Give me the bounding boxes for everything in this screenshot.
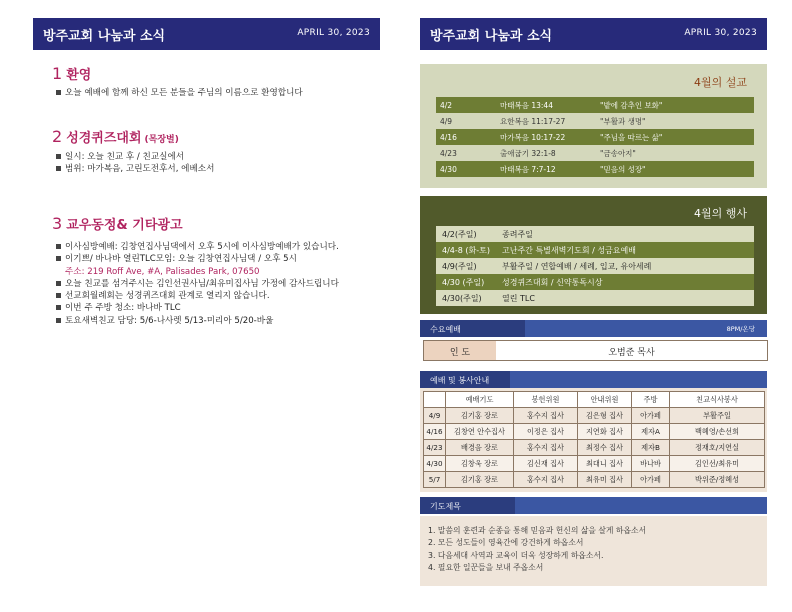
news-number: 3 <box>52 214 63 233</box>
news-item: 오늘 친교를 섬겨주시는 김인선권사님/최유미집사님 가정에 감사드립니다 <box>55 278 375 290</box>
sermon-date: 4/30 <box>436 161 496 177</box>
sermon-date: 4/16 <box>436 129 496 145</box>
service-row <box>424 456 765 472</box>
prayer-item: 4. 필요한 일꾼들을 보내 주옵소서 <box>428 562 544 572</box>
service-cell: 박위준/정혜성 <box>670 472 765 488</box>
quiz-item-range: 범위: 마가복음, 고린도전후서, 에베소서 <box>55 163 375 175</box>
sermon-passage: 요한복음 11:17-27 <box>496 113 596 129</box>
welcome-list <box>55 87 375 99</box>
service-header: 주방 <box>632 392 670 408</box>
service-cell: 백혜영/손선희 <box>670 424 765 440</box>
service-row <box>424 424 765 440</box>
news-item: 토요새벽친교 담당: 5/6-나사렛 5/13-미리아 5/20-바울 <box>55 315 375 327</box>
service-cell: 4/23 <box>424 440 446 456</box>
service-label: 예배 및 봉사안내 <box>420 371 510 388</box>
service-header: 친교식사봉사 <box>670 392 765 408</box>
service-header-row <box>424 392 765 408</box>
event-date: 4/4-8 (화-토) <box>436 242 498 258</box>
sermon-date: 4/23 <box>436 145 496 161</box>
quiz-number: 2 <box>52 127 63 146</box>
sermon-passage: 마태복음 7:7-12 <box>496 161 596 177</box>
sermon-row <box>436 129 754 145</box>
event-name: 열린 TLC <box>498 290 754 306</box>
sermon-passage: 출애굽기 32:1-8 <box>496 145 596 161</box>
news-heading: 교우동정& 기타광고 <box>66 218 183 233</box>
wednesday-leader-box <box>423 340 768 361</box>
right-header <box>420 18 767 50</box>
service-cell: 제자B <box>632 440 670 456</box>
welcome-item: 오늘 예배에 함께 하신 모든 분들을 주님의 이름으로 환영합니다 <box>55 87 375 99</box>
quiz-list <box>55 151 375 176</box>
service-cell: 바나바 <box>632 456 670 472</box>
event-name: 부활주일 / 연합예배 / 세례, 입교, 유아세례 <box>498 258 754 274</box>
sermon-table <box>436 97 754 177</box>
event-date: 4/30(주일) <box>436 290 498 306</box>
sermon-passage: 마가복음 10:17-22 <box>496 129 596 145</box>
event-name: 고난주간 특별새벽기도회 / 성금요예배 <box>498 242 754 258</box>
welcome-title <box>52 64 91 83</box>
news-item: 선교회월례회는 성경퀴즈대회 관계로 열리지 않습니다. <box>55 290 375 302</box>
service-cell: 정재호/지연실 <box>670 440 765 456</box>
service-cell: 홍수지 집사 <box>514 472 578 488</box>
service-cell: 배경음 장로 <box>446 440 514 456</box>
wednesday-bar <box>420 320 767 337</box>
service-table-wrap <box>420 388 767 492</box>
service-cell: 김은형 집사 <box>578 408 632 424</box>
sermon-panel-title: 4월의 설교 <box>694 76 747 89</box>
left-header-title: 방주교회 나눔과 소식 <box>43 29 166 44</box>
event-date: 4/9(주일) <box>436 258 498 274</box>
service-bar <box>420 371 767 388</box>
service-header: 안내위원 <box>578 392 632 408</box>
event-row <box>436 242 754 258</box>
sermon-row <box>436 161 754 177</box>
event-row <box>436 226 754 242</box>
prayer-label: 기도제목 <box>420 497 515 514</box>
event-table <box>436 226 754 306</box>
service-cell: 4/30 <box>424 456 446 472</box>
prayer-bar <box>420 497 767 514</box>
service-cell: 5/7 <box>424 472 446 488</box>
event-name: 성경퀴즈대회 / 신약통독시상 <box>498 274 754 290</box>
left-header-date: APRIL 30, 2023 <box>297 28 370 38</box>
event-date: 4/2(주일) <box>436 226 498 242</box>
service-cell: 최정수 집사 <box>578 440 632 456</box>
wednesday-leader: 오범준 목사 <box>608 348 655 358</box>
event-date: 4/30 (주일) <box>436 274 498 290</box>
welcome-number: 1 <box>52 64 63 83</box>
news-address: 주소: 219 Roff Ave, #A, Palisades Park, 07650 <box>65 266 260 277</box>
service-cell: 홍수지 집사 <box>514 408 578 424</box>
news-item: 이기쁘/ 바나바 열린TLC모임: 오늘 김창연집사님댁 / 오후 5시 <box>55 253 375 265</box>
event-row <box>436 258 754 274</box>
service-cell: 부활주일 <box>670 408 765 424</box>
right-header-date: APRIL 30, 2023 <box>684 28 757 38</box>
right-header-title: 방주교회 나눔과 소식 <box>430 29 553 44</box>
service-cell: 제자A <box>632 424 670 440</box>
service-cell: 김창욱 장로 <box>446 456 514 472</box>
sermon-passage: 마태복음 13:44 <box>496 97 596 113</box>
sermon-title: "금송아지" <box>596 145 754 161</box>
prayer-item: 2. 모든 성도들이 영육간에 강건하게 하옵소서 <box>428 538 584 548</box>
service-header <box>424 392 446 408</box>
quiz-item-date: 일시: 오늘 친교 후 / 친교실에서 <box>55 151 375 163</box>
wednesday-time: 8PM/온당 <box>726 325 755 333</box>
prayer-item: 1. 말씀의 훈련과 순종을 통해 믿음과 헌신의 삶을 살게 하옵소서 <box>428 526 647 535</box>
quiz-tag: (목장별) <box>144 135 179 145</box>
wednesday-role: 인 도 <box>424 341 496 360</box>
event-name: 종려주일 <box>498 226 754 242</box>
sermon-title: "주님을 따르는 삶" <box>596 129 754 145</box>
event-panel-title: 4월의 행사 <box>694 207 747 220</box>
news-title <box>52 214 183 233</box>
service-table <box>423 391 765 488</box>
service-row <box>424 408 765 424</box>
sermon-title: "밭에 감추인 보화" <box>596 97 754 113</box>
service-cell: 김기홍 장로 <box>446 408 514 424</box>
service-row <box>424 440 765 456</box>
wednesday-label: 수요예배 <box>420 320 525 337</box>
event-row <box>436 274 754 290</box>
service-cell: 아가페 <box>632 472 670 488</box>
service-cell: 홍수지 집사 <box>514 440 578 456</box>
service-cell: 지연화 집사 <box>578 424 632 440</box>
sermon-date: 4/9 <box>436 113 496 129</box>
sermon-row <box>436 113 754 129</box>
sermon-row <box>436 145 754 161</box>
sermon-title: "부활과 생명" <box>596 113 754 129</box>
quiz-heading: 성경퀴즈대회 <box>66 131 142 146</box>
quiz-title <box>52 127 179 146</box>
sermon-date: 4/2 <box>436 97 496 113</box>
service-cell: 이정은 집사 <box>514 424 578 440</box>
news-list <box>55 241 375 327</box>
prayer-item: 3. 다음세대 사역과 교육이 더욱 성장하게 하옵소서. <box>428 550 604 560</box>
service-cell: 김창연 안수집사 <box>446 424 514 440</box>
sermon-panel <box>420 64 767 188</box>
prayer-list <box>420 516 767 586</box>
service-row <box>424 472 765 488</box>
left-header <box>33 18 380 50</box>
service-cell: 4/9 <box>424 408 446 424</box>
service-cell: 김기홍 장로 <box>446 472 514 488</box>
service-cell: 최유미 집사 <box>578 472 632 488</box>
service-cell: 김신재 집사 <box>514 456 578 472</box>
service-header: 예배기도 <box>446 392 514 408</box>
welcome-heading: 환영 <box>66 68 92 83</box>
service-cell: 김인선/최유미 <box>670 456 765 472</box>
event-panel <box>420 196 767 314</box>
service-cell: 최대니 집사 <box>578 456 632 472</box>
news-item: 이번 주 주방 청소: 바나바 TLC <box>55 302 375 314</box>
service-cell: 아가페 <box>632 408 670 424</box>
news-item: 이사심방예배: 김창연집사님댁에서 오후 5시에 이사심방예배가 있습니다. <box>55 241 375 253</box>
sermon-row <box>436 97 754 113</box>
service-cell: 4/16 <box>424 424 446 440</box>
sermon-title: "믿음의 성장" <box>596 161 754 177</box>
event-row <box>436 290 754 306</box>
service-header: 봉헌위원 <box>514 392 578 408</box>
